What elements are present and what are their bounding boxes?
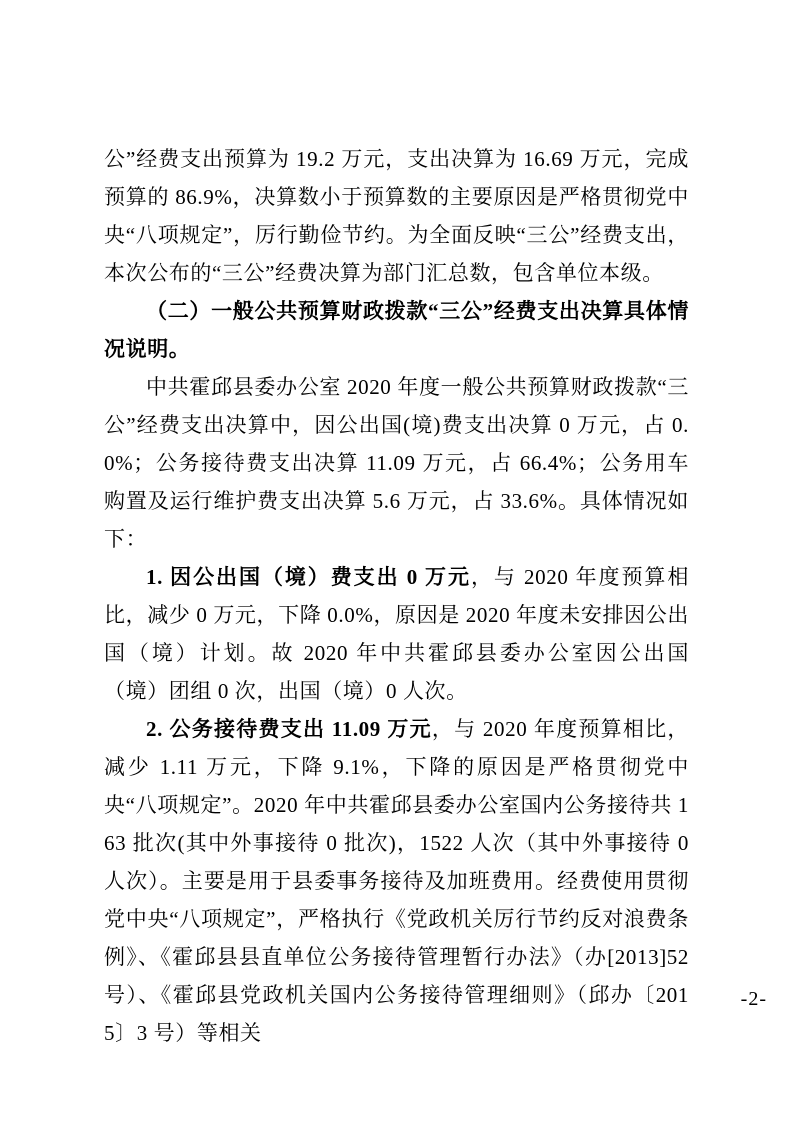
document-body — [104, 140, 689, 1052]
paragraph-text: 公”经费支出预算为 19.2 万元，支出决算为 16.69 万元，完成预算的 86.9%，决算数小于预算数的主要原因是严格贯彻党中央“八项规定”，厉行勤俭节约。为全面反映“三公”经费支出，本次公布的“三公”经费决算为部门汇总数，包含单位本级。 — [104, 147, 689, 285]
item-lead: 2. 公务接待费支出 11.09 万元 — [146, 717, 432, 741]
paragraph-continuation — [104, 140, 689, 292]
item-text: ，与 2020 年度预算相比，减少 1.11 万元，下降 9.1%，下降的原因是严格贯彻党中央“八项规定”。2020 年中共霍邱县委办公室国内公务接待共 163 批次(其中外事接待 0 批次)，1522 人次（其中外事接待 0 人次）。主要是用于县委事务接待及加班费用。经费使用贯彻党中央“八项规定”，严格执行《党政机关厉行节约反对浪费条例》、《霍邱县县直单位公务接待管理暂行办法》（办[2013]52 号）、《霍邱县党政机关国内公务接待管理细则》（邱办〔2015〕3 号）等相关 — [104, 717, 689, 1045]
paragraph-text: 中共霍邱县委办公室 2020 年度一般公共预算财政拨款“三公”经费支出决算中，因公出国(境)费支出决算 0 万元，占 0.0%；公务接待费支出决算 11.09 万元，占 66.4%；公务用车购置及运行维护费支出决算 5.6 万元，占 33.6%。具体情况如下： — [104, 375, 689, 551]
section-heading — [104, 292, 689, 368]
heading-text: （二）一般公共预算财政拨款“三公”经费支出决算具体情况说明。 — [104, 299, 689, 361]
paragraph-overview — [104, 368, 689, 558]
paragraph-item-2 — [104, 710, 689, 1052]
paragraph-item-1 — [104, 558, 689, 710]
item-lead: 1. 因公出国（境）费支出 0 万元 — [146, 565, 471, 589]
item-text: ，与 2020 年度预算相比，减少 0 万元，下降 0.0%，原因是 2020 年度未安排因公出国（境）计划。故 2020 年中共霍邱县委办公室因公出国（境）团组 0 次，出国（境）0 人次。 — [104, 565, 689, 703]
page-number: -2- — [740, 988, 767, 1010]
